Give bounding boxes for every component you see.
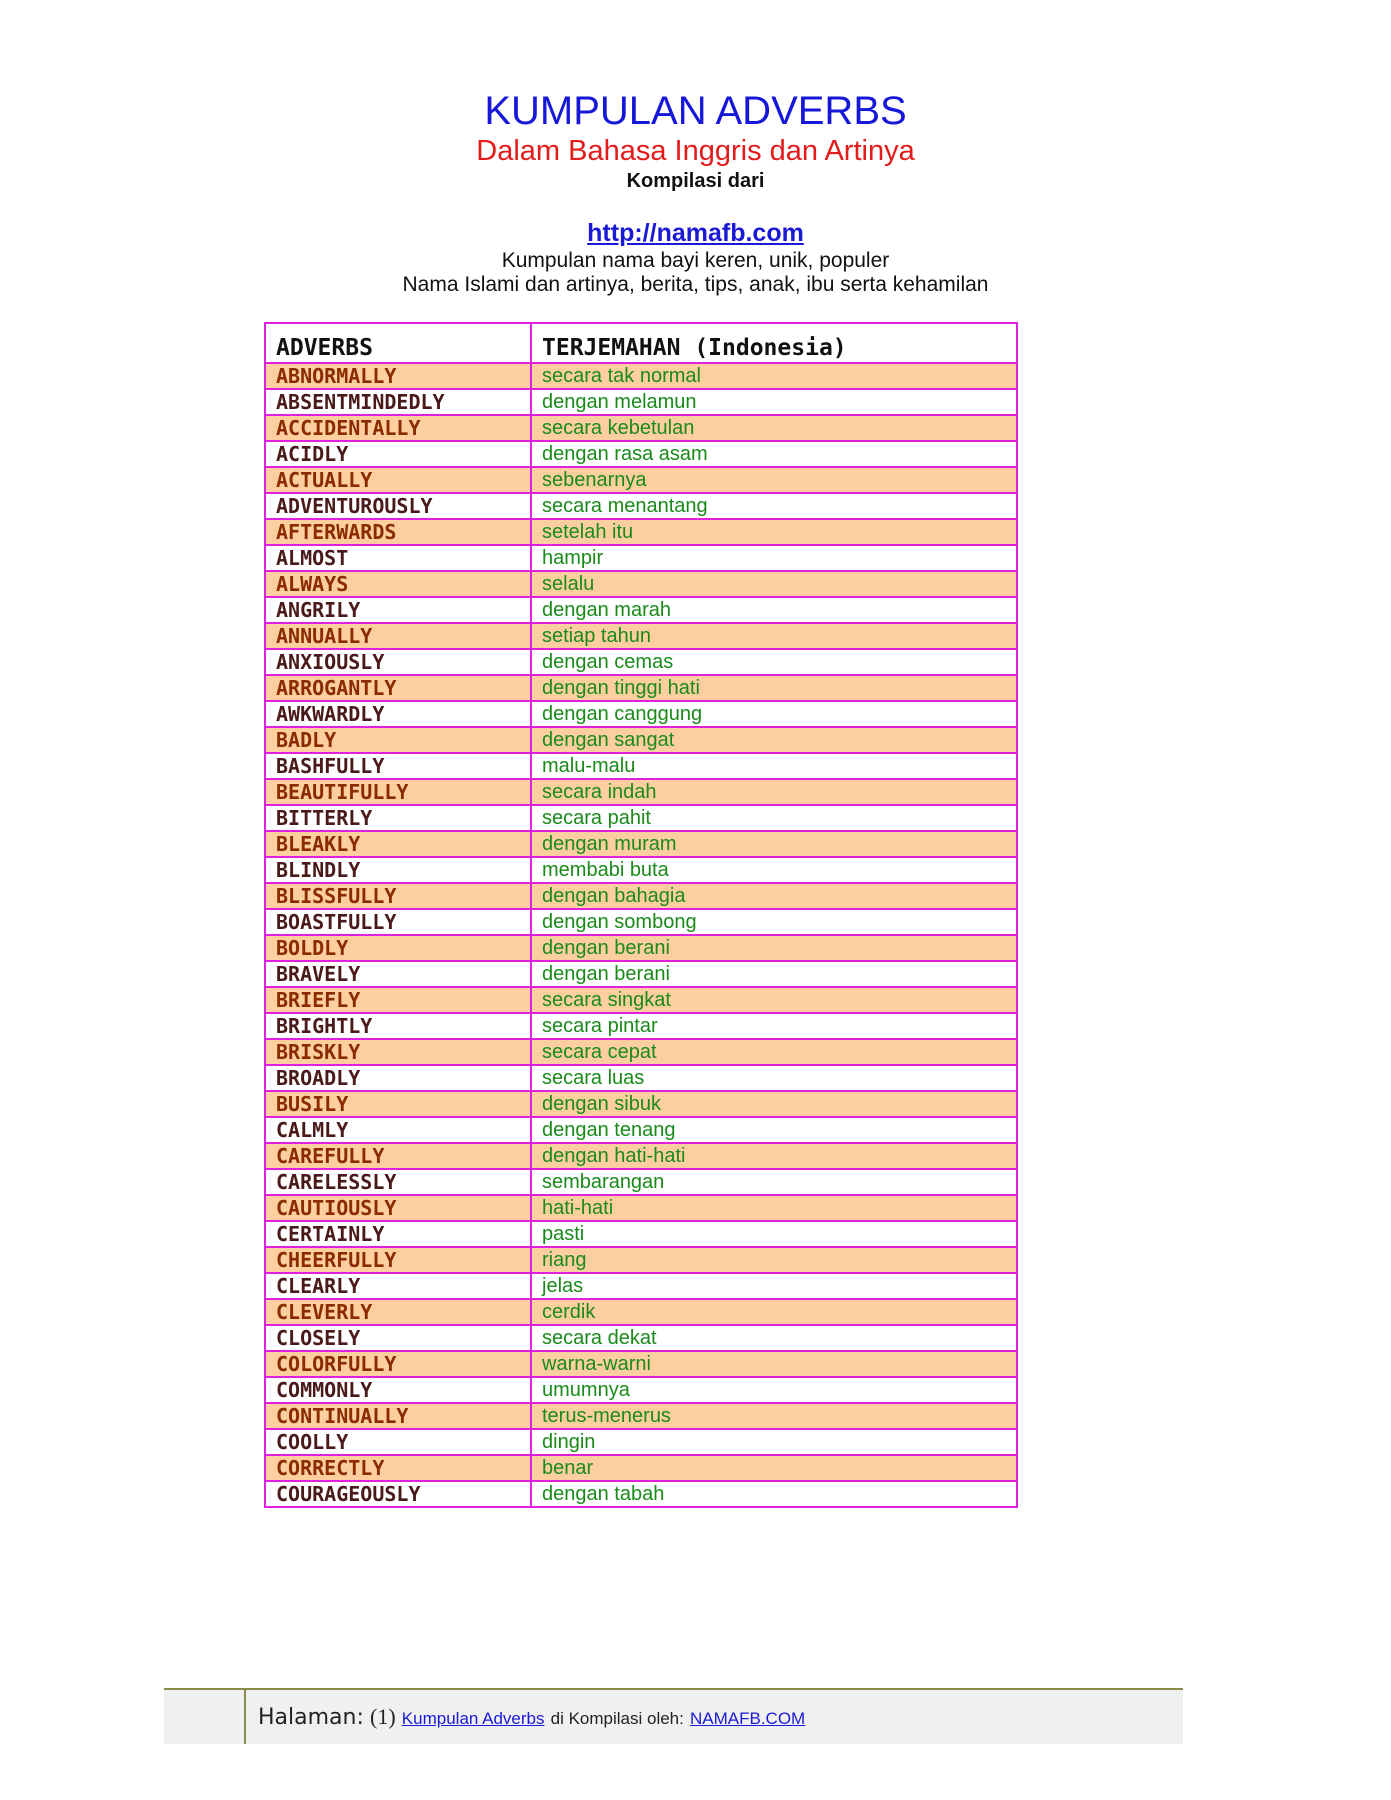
translation-cell: secara indah [531,779,1017,805]
table-row [265,1247,1017,1273]
translation-cell: jelas [531,1273,1017,1299]
adverb-cell: AWKWARDLY [265,701,531,727]
adverb-cell: CARELESSLY [265,1169,531,1195]
adverb-cell: ABNORMALLY [265,363,531,389]
table-row [265,1403,1017,1429]
table-row [265,1039,1017,1065]
table-row [265,779,1017,805]
translation-cell: secara luas [531,1065,1017,1091]
footer-page-label: Halaman: [258,1705,364,1730]
adverb-cell: CORRECTLY [265,1455,531,1481]
adverb-cell: CAUTIOUSLY [265,1195,531,1221]
table-row [265,1351,1017,1377]
table-row [265,675,1017,701]
table-row [265,1091,1017,1117]
table-row [265,909,1017,935]
table-row [265,753,1017,779]
translation-cell: cerdik [531,1299,1017,1325]
adverb-cell: CLOSELY [265,1325,531,1351]
tagline-1: Kumpulan nama bayi keren, unik, populer [501,249,890,272]
translation-cell: terus-menerus [531,1403,1017,1429]
translation-cell: setiap tahun [531,623,1017,649]
translation-cell: dengan rasa asam [531,441,1017,467]
adverb-cell: BLEAKLY [265,831,531,857]
adverb-cell: BOLDLY [265,935,531,961]
translation-cell: dengan bahagia [531,883,1017,909]
page-footer [164,1688,1183,1744]
table-body [265,363,1017,1507]
page-subtitle: Dalam Bahasa Inggris dan Artinya [476,135,915,167]
adverb-cell: BLINDLY [265,857,531,883]
translation-cell: dengan melamun [531,389,1017,415]
table-row [265,1143,1017,1169]
adverb-cell: ANNUALLY [265,623,531,649]
adverb-cell: ACCIDENTALLY [265,415,531,441]
adverb-cell: BEAUTIFULLY [265,779,531,805]
table-row [265,623,1017,649]
adverb-cell: BRIGHTLY [265,1013,531,1039]
translation-cell: umumnya [531,1377,1017,1403]
translation-cell: sebenarnya [531,467,1017,493]
translation-cell: riang [531,1247,1017,1273]
site-link[interactable]: http://namafb.com [587,219,804,247]
translation-cell: dengan berani [531,961,1017,987]
translation-cell: hampir [531,545,1017,571]
table-row [265,1481,1017,1507]
adverb-cell: CHEERFULLY [265,1247,531,1273]
translation-cell: secara pahit [531,805,1017,831]
tagline-2: Nama Islami dan artinya, berita, tips, anak, ibu serta kehamilan [402,273,989,296]
table-row [265,987,1017,1013]
adverb-cell: BUSILY [265,1091,531,1117]
adverb-cell: ALMOST [265,545,531,571]
adverb-cell: AFTERWARDS [265,519,531,545]
translation-cell: hati-hati [531,1195,1017,1221]
translation-cell: dengan cemas [531,649,1017,675]
footer-divider [244,1690,246,1744]
translation-cell: selalu [531,571,1017,597]
translation-cell: sembarangan [531,1169,1017,1195]
translation-cell: dengan hati-hati [531,1143,1017,1169]
compiled-from-label: Kompilasi dari [626,170,765,192]
table-row [265,519,1017,545]
adverb-cell: ANGRILY [265,597,531,623]
table-row [265,1299,1017,1325]
translation-cell: dengan canggung [531,701,1017,727]
translation-cell: benar [531,1455,1017,1481]
table-row [265,1195,1017,1221]
footer-link-namafb[interactable]: NAMAFB.COM [690,1709,806,1728]
adverb-cell: ANXIOUSLY [265,649,531,675]
column-header-translation: TERJEMAHAN (Indonesia) [531,323,1017,363]
translation-cell: dengan sangat [531,727,1017,753]
adverb-cell: CAREFULLY [265,1143,531,1169]
adverb-cell: BLISSFULLY [265,883,531,909]
translation-cell: warna-warni [531,1351,1017,1377]
adverb-cell: ACIDLY [265,441,531,467]
translation-cell: secara dekat [531,1325,1017,1351]
table-row [265,961,1017,987]
translation-cell: dingin [531,1429,1017,1455]
translation-cell: dengan sibuk [531,1091,1017,1117]
translation-cell: dengan marah [531,597,1017,623]
translation-cell: secara menantang [531,493,1017,519]
translation-cell: dengan muram [531,831,1017,857]
table-row [265,1325,1017,1351]
translation-cell: secara kebetulan [531,415,1017,441]
adverb-cell: BOASTFULLY [265,909,531,935]
table-row [265,571,1017,597]
adverb-cell: BROADLY [265,1065,531,1091]
table-row [265,1273,1017,1299]
table-row [265,935,1017,961]
translation-cell: secara cepat [531,1039,1017,1065]
adverb-cell: BRIEFLY [265,987,531,1013]
table-row [265,857,1017,883]
table-row [265,467,1017,493]
column-header-adverbs: ADVERBS [265,323,531,363]
table-row [265,701,1017,727]
table-row [265,831,1017,857]
adverb-cell: COOLLY [265,1429,531,1455]
translation-cell: setelah itu [531,519,1017,545]
translation-cell: dengan tinggi hati [531,675,1017,701]
translation-cell: dengan tabah [531,1481,1017,1507]
table-row [265,1429,1017,1455]
adverb-cell: BITTERLY [265,805,531,831]
adverb-cell: CONTINUALLY [265,1403,531,1429]
table-header-row [265,323,1017,363]
adverb-cell: CLEARLY [265,1273,531,1299]
adverb-cell: ACTUALLY [265,467,531,493]
table-row [265,389,1017,415]
page-title: KUMPULAN ADVERBS [484,89,907,133]
table-row [265,1169,1017,1195]
table-row [265,1455,1017,1481]
adverb-cell: ADVENTUROUSLY [265,493,531,519]
translation-cell: malu-malu [531,753,1017,779]
adverb-cell: BADLY [265,727,531,753]
adverb-cell: BASHFULLY [265,753,531,779]
translation-cell: secara singkat [531,987,1017,1013]
adverb-cell: CERTAINLY [265,1221,531,1247]
translation-cell: secara tak normal [531,363,1017,389]
table-row [265,727,1017,753]
adverb-cell: BRISKLY [265,1039,531,1065]
translation-cell: dengan tenang [531,1117,1017,1143]
table-row [265,805,1017,831]
table-row [265,441,1017,467]
table-row [265,649,1017,675]
adverb-cell: CLEVERLY [265,1299,531,1325]
translation-cell: secara pintar [531,1013,1017,1039]
translation-cell: dengan berani [531,935,1017,961]
adverb-cell: BRAVELY [265,961,531,987]
table-row [265,545,1017,571]
footer-middle-text: di Kompilasi oleh: [550,1709,684,1728]
adverb-cell: ABSENTMINDEDLY [265,389,531,415]
table-row [265,597,1017,623]
table-row [265,1013,1017,1039]
translation-cell: dengan sombong [531,909,1017,935]
translation-cell: membabi buta [531,857,1017,883]
adverb-cell: ARROGANTLY [265,675,531,701]
adverb-table [264,322,1018,1508]
translation-cell: pasti [531,1221,1017,1247]
table-row [265,415,1017,441]
adverb-cell: CALMLY [265,1117,531,1143]
footer-link-adverbs[interactable]: Kumpulan Adverbs [401,1709,545,1728]
table-row [265,1117,1017,1143]
footer-page-number: (1) [370,1704,396,1729]
footer-text [258,1704,805,1730]
adverb-cell: COLORFULLY [265,1351,531,1377]
table-row [265,883,1017,909]
adverb-cell: COMMONLY [265,1377,531,1403]
table-row [265,1377,1017,1403]
table-row [265,1065,1017,1091]
site-link-container [0,218,1391,248]
table-row [265,1221,1017,1247]
table-row [265,363,1017,389]
table-row [265,493,1017,519]
adverb-cell: ALWAYS [265,571,531,597]
adverb-cell: COURAGEOUSLY [265,1481,531,1507]
